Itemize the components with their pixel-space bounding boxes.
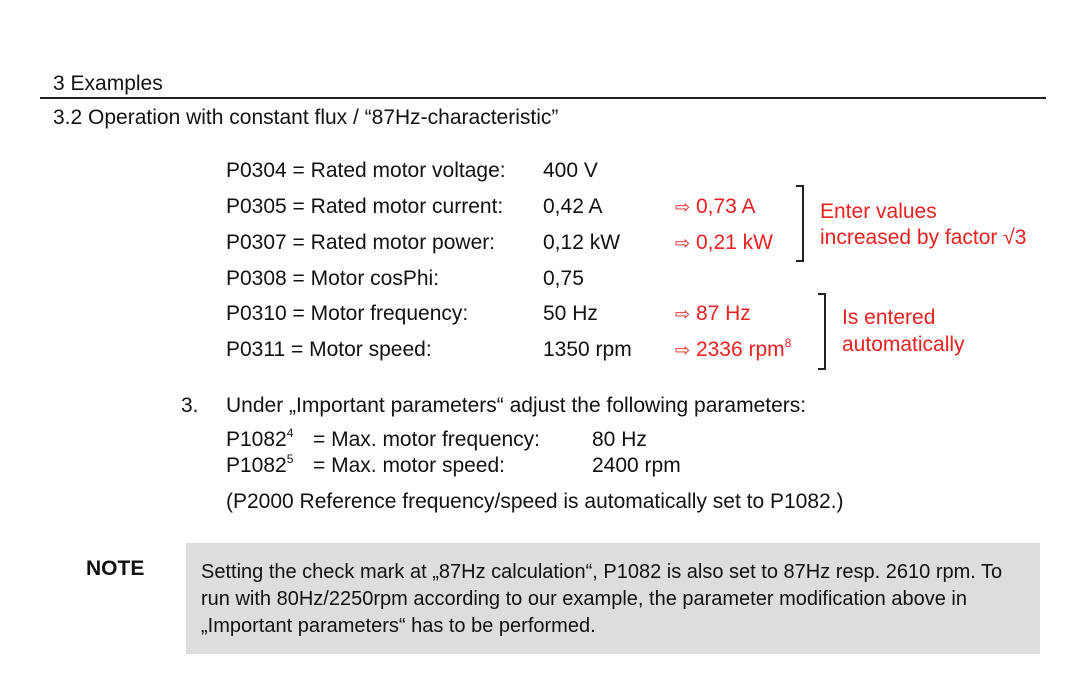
- note-enter-values-line2: increased by factor √3: [820, 226, 1027, 249]
- step-param-p1082-speed: [226, 454, 293, 478]
- subsection-heading: 3.2 Operation with constant flux / “87Hz-characteristic”: [53, 106, 559, 129]
- arrow-right-icon: ⇨: [675, 233, 691, 253]
- param-value-p0305: 0,42 A: [543, 195, 603, 218]
- param-id: P1082: [226, 428, 287, 451]
- new-value-text: 0,21 kW: [695, 231, 773, 254]
- step-param-p1082-freq: [226, 428, 293, 452]
- param-name-p0307: P0307 = Rated motor power:: [226, 231, 496, 254]
- param-name-p0311: P0311 = Motor speed:: [226, 338, 432, 361]
- bracket-auto-entered: [824, 295, 832, 368]
- footnote-marker: 8: [784, 336, 792, 350]
- step-value-max-speed: 2400 rpm: [592, 454, 681, 477]
- note-auto-line2: automatically: [842, 333, 965, 356]
- param-name-p0304: P0304 = Rated motor voltage:: [226, 159, 506, 182]
- new-value-text: 87 Hz: [695, 302, 751, 325]
- param-new-value-p0305: [675, 195, 756, 219]
- note-box: [186, 543, 1040, 654]
- note-auto-line1: Is entered: [842, 306, 936, 329]
- note-text: Setting the check mark at „87Hz calculation“, P1082 is also set to 87Hz resp. 2610 rpm. To run with 80Hz/2250rpm according to our example, the parameter modification above in „Important parameters“ has to be performed.: [201, 561, 1003, 637]
- new-value-text: 0,73 A: [695, 195, 756, 218]
- param-new-value-p0311: [675, 338, 791, 362]
- heading-divider: [40, 97, 1046, 99]
- step-text: Under „Important parameters“ adjust the following parameters:: [226, 394, 807, 417]
- param-name-p0308: P0308 = Motor cosPhi:: [226, 267, 440, 290]
- step-remark: (P2000 Reference frequency/speed is automatically set to P1082.): [226, 490, 844, 513]
- param-new-value-p0310: [675, 302, 751, 326]
- param-name-p0305: P0305 = Rated motor current:: [226, 195, 504, 218]
- arrow-right-icon: ⇨: [675, 304, 691, 324]
- param-value-p0304: 400 V: [543, 159, 598, 182]
- param-value-p0307: 0,12 kW: [543, 231, 621, 254]
- param-name-p0310: P0310 = Motor frequency:: [226, 302, 469, 325]
- param-id: P1082: [226, 454, 287, 477]
- footnote-marker: 4: [286, 426, 294, 440]
- param-value-p0310: 50 Hz: [543, 302, 598, 325]
- param-new-value-p0307: [675, 231, 773, 255]
- step-desc-max-frequency: = Max. motor frequency:: [313, 428, 541, 451]
- param-value-p0311: 1350 rpm: [543, 338, 632, 361]
- note-label: NOTE: [86, 557, 145, 580]
- step-value-max-frequency: 80 Hz: [592, 428, 647, 451]
- param-value-p0308: 0,75: [543, 267, 584, 290]
- step-desc-max-speed: = Max. motor speed:: [313, 454, 506, 477]
- note-enter-values-line1: Enter values: [820, 200, 937, 223]
- step-number: 3.: [181, 394, 199, 417]
- section-heading: 3 Examples: [53, 72, 163, 95]
- arrow-right-icon: ⇨: [675, 197, 691, 217]
- footnote-marker: 5: [286, 452, 294, 466]
- new-value-text: 2336 rpm: [695, 338, 785, 361]
- bracket-enter-values: [802, 187, 810, 260]
- arrow-right-icon: ⇨: [675, 340, 691, 360]
